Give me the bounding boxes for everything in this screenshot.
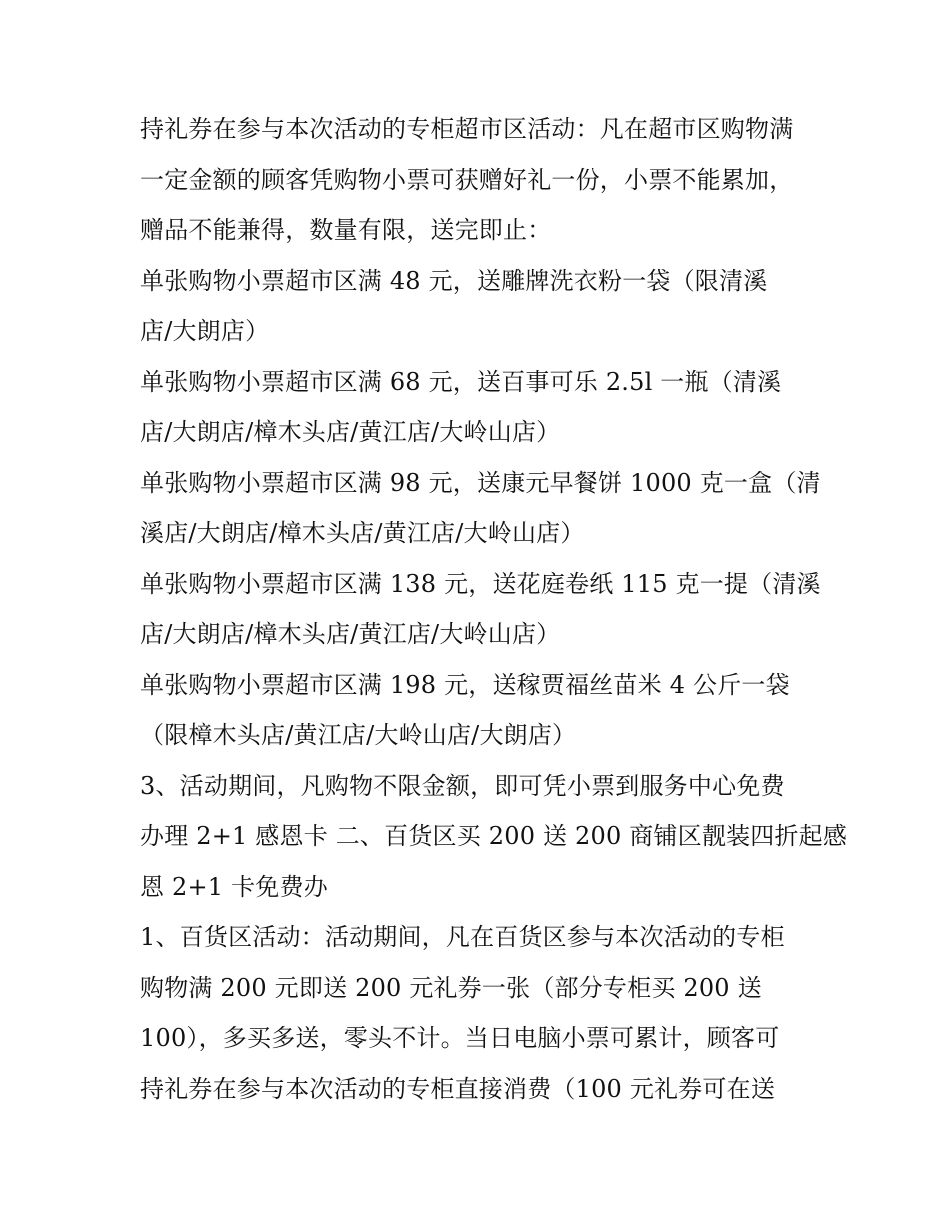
text-line: 恩 2+1 卡免费办 xyxy=(140,872,328,901)
text-line: 持礼券在参与本次活动的专柜直接消费（100 元礼券可在送 xyxy=(140,1074,776,1103)
text-line: 单张购物小票超市区满 48 元，送雕牌洗衣粉一袋（限清溪 xyxy=(140,266,768,295)
text-line: 单张购物小票超市区满 198 元，送稼贾福丝苗米 4 公斤一袋 xyxy=(140,670,790,699)
text-line: 溪店/大朗店/樟木头店/黄江店/大岭山店） xyxy=(140,519,585,547)
text-line: （限樟木头店/黄江店/大岭山店/大朗店） xyxy=(140,721,577,749)
document-body xyxy=(140,104,848,1114)
text-line: 1、百货区活动：活动期间，凡在百货区参与本次活动的专柜 xyxy=(140,923,785,951)
text-line: 店/大朗店/樟木头店/黄江店/大岭山店） xyxy=(140,418,561,446)
text-line: 一定金额的顾客凭购物小票可获赠好礼一份，小票不能累加， xyxy=(140,165,794,194)
text-line: 办理 2+1 感恩卡 二、百货区买 200 送 200 商铺区靓装四折起感 xyxy=(140,822,848,850)
text-line: 持礼券在参与本次活动的专柜超市区活动：凡在超市区购物满 xyxy=(140,115,794,143)
text-line: 单张购物小票超市区满 98 元，送康元早餐饼 1000 克一盒（清 xyxy=(140,468,821,497)
text-line: 赠品不能兼得，数量有限，送完即止： xyxy=(140,216,552,244)
text-line: 店/大朗店） xyxy=(140,317,270,345)
text-line: 3、活动期间，凡购物不限金额，即可凭小票到服务中心免费 xyxy=(140,771,785,800)
text-line: 100），多买多送，零头不计。当日电脑小票可累计，顾客可 xyxy=(140,1024,780,1052)
text-line: 单张购物小票超市区满 138 元，送花庭卷纸 115 克一提（清溪 xyxy=(140,569,821,598)
text-line: 购物满 200 元即送 200 元礼券一张（部分专柜买 200 送 xyxy=(140,973,762,1002)
text-line: 单张购物小票超市区满 68 元，送百事可乐 2.5l 一瓶（清溪 xyxy=(140,367,782,396)
text-line: 店/大朗店/樟木头店/黄江店/大岭山店） xyxy=(140,620,561,648)
